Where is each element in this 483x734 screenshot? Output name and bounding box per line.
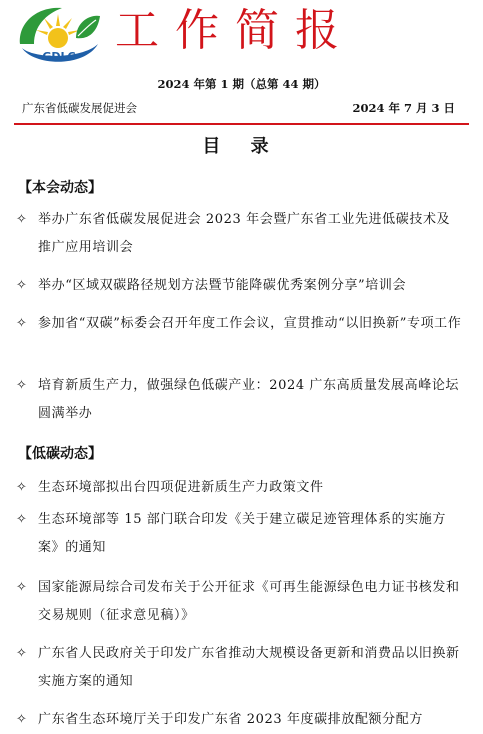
list-item-text: 举办“区域双碳路径规划方法暨节能降碳优秀案例分享”培训会 [38, 278, 407, 293]
list-item-text: 生态环境部等 15 部门联合印发《关于建立碳足迹管理体系的实施方案》的通知 [38, 512, 447, 555]
list-item[interactable] [16, 272, 463, 300]
list-item[interactable] [16, 206, 463, 262]
diamond-star-icon: ✧ [16, 712, 27, 727]
diamond-star-icon: ✧ [16, 316, 27, 331]
list-item-text: 培育新质生产力，做强绿色低碳产业：2024 广东高质量发展高峰论坛圆满举办 [38, 378, 460, 421]
section-heading-association: 【本会动态】 [18, 180, 102, 196]
issue-date: 2024 年 7 月 3 日 [352, 101, 455, 115]
list-item[interactable] [16, 706, 463, 734]
diamond-star-icon: ✧ [16, 480, 27, 495]
list-item[interactable] [16, 310, 463, 338]
diamond-star-icon: ✧ [16, 378, 27, 393]
gdlc-logo [14, 4, 104, 70]
list-item[interactable] [16, 506, 463, 562]
issue-line: 2024 年第 1 期（总第 44 期） [157, 77, 326, 91]
red-divider [14, 123, 469, 125]
diamond-star-icon: ✧ [16, 212, 27, 227]
header [0, 0, 483, 70]
logo-text: GDLC [42, 50, 76, 63]
list-item[interactable] [16, 574, 463, 630]
list-item-text: 参加省“双碳”标委会召开年度工作会议，宣贯推动“以旧换新”专项工作 [38, 316, 462, 331]
list-item[interactable] [16, 640, 463, 696]
diamond-star-icon: ✧ [16, 512, 27, 527]
organization-name: 广东省低碳发展促进会 [22, 101, 137, 115]
diamond-star-icon: ✧ [16, 646, 27, 661]
list-item[interactable] [16, 474, 463, 502]
bulletin-title: 工作简报 [115, 5, 355, 56]
list-item-text: 国家能源局综合司发布关于公开征求《可再生能源绿色电力证书核发和交易规则（征求意见稿）》 [38, 580, 460, 623]
list-item[interactable] [16, 372, 463, 428]
list-item-text: 生态环境部拟出台四项促进新质生产力政策文件 [38, 480, 324, 495]
toc-title: 目 录 [202, 136, 281, 157]
list-item-text: 广东省生态环境厅关于印发广东省 2023 年度碳排放配额分配方 [38, 712, 423, 727]
diamond-star-icon: ✧ [16, 580, 27, 595]
section-heading-low-carbon: 【低碳动态】 [18, 446, 102, 462]
list-item-text: 举办广东省低碳发展促进会 2023 年会暨广东省工业先进低碳技术及推广应用培训会 [38, 212, 451, 255]
list-item-text: 广东省人民政府关于印发广东省推动大规模设备更新和消费品以旧换新实施方案的通知 [38, 646, 460, 689]
diamond-star-icon: ✧ [16, 278, 27, 293]
